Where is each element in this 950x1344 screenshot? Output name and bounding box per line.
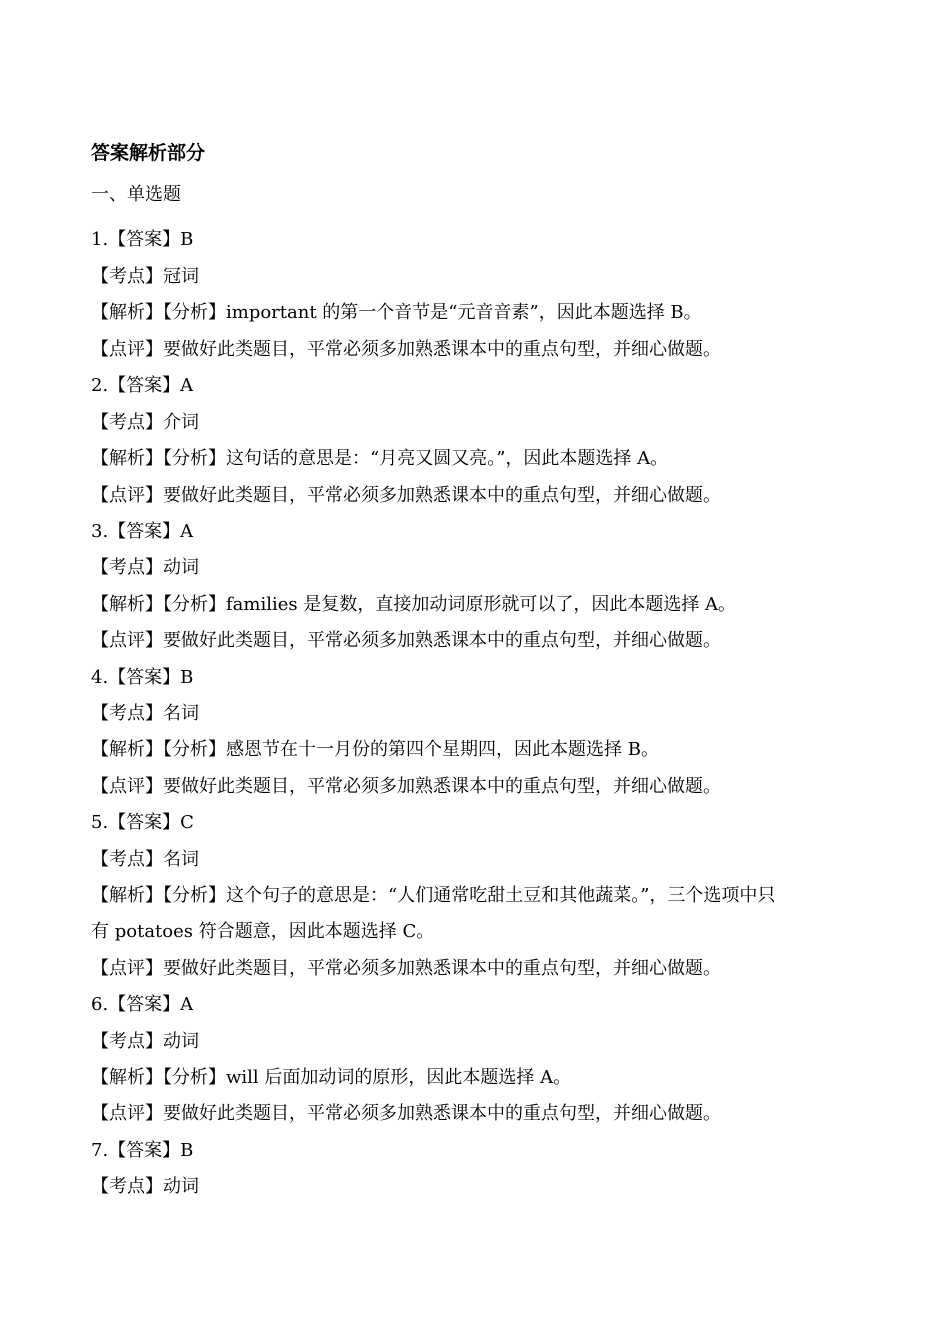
analysis-line: 【解析】【分析】will 后面加动词的原形，因此本题选择 A。 — [91, 1067, 572, 1088]
analysis-line: 【解析】【分析】这句话的意思是：“月亮又圆又亮。”，因此本题选择 A。 — [91, 448, 669, 469]
comment-line: 【点评】要做好此类题目，平常必须多加熟悉课本中的重点句型，并细心做题。 — [91, 339, 721, 360]
knowledge-point-line: 【考点】动词 — [91, 557, 199, 578]
answer-line: 5.【答案】C — [91, 812, 194, 833]
analysis-line: 【解析】【分析】families 是复数，直接加动词原形就可以了，因此本题选择 A。 — [91, 594, 737, 615]
analysis-line: 【解析】【分析】这个句子的意思是：“人们通常吃甜土豆和其他蔬菜。”，三个选项中只 — [91, 885, 776, 906]
knowledge-point-line: 【考点】介词 — [91, 412, 199, 433]
answer-line: 2.【答案】A — [91, 375, 194, 396]
comment-line: 【点评】要做好此类题目，平常必须多加熟悉课本中的重点句型，并细心做题。 — [91, 485, 721, 506]
answer-line: 4.【答案】B — [91, 667, 194, 688]
knowledge-point-line: 【考点】动词 — [91, 1176, 199, 1197]
answer-line: 3.【答案】A — [91, 521, 194, 542]
knowledge-point-line: 【考点】名词 — [91, 703, 199, 724]
analysis-line: 【解析】【分析】感恩节在十一月份的第四个星期四，因此本题选择 B。 — [91, 739, 659, 760]
answer-line: 7.【答案】B — [91, 1140, 194, 1161]
analysis-line-continued: 有 potatoes 符合题意，因此本题选择 C。 — [91, 921, 435, 942]
comment-line: 【点评】要做好此类题目，平常必须多加熟悉课本中的重点句型，并细心做题。 — [91, 1103, 721, 1124]
comment-line: 【点评】要做好此类题目，平常必须多加熟悉课本中的重点句型，并细心做题。 — [91, 958, 721, 979]
comment-line: 【点评】要做好此类题目，平常必须多加熟悉课本中的重点句型，并细心做题。 — [91, 776, 721, 797]
answer-line: 1.【答案】B — [91, 229, 194, 250]
page-title: 答案解析部分 — [91, 142, 206, 164]
knowledge-point-line: 【考点】名词 — [91, 849, 199, 870]
knowledge-point-line: 【考点】动词 — [91, 1031, 199, 1052]
analysis-line: 【解析】【分析】important 的第一个音节是“元音音素”，因此本题选择 B。 — [91, 302, 702, 323]
section-heading: 一、单选题 — [91, 184, 181, 205]
knowledge-point-line: 【考点】冠词 — [91, 266, 199, 287]
comment-line: 【点评】要做好此类题目，平常必须多加熟悉课本中的重点句型，并细心做题。 — [91, 630, 721, 651]
answer-line: 6.【答案】A — [91, 994, 194, 1015]
